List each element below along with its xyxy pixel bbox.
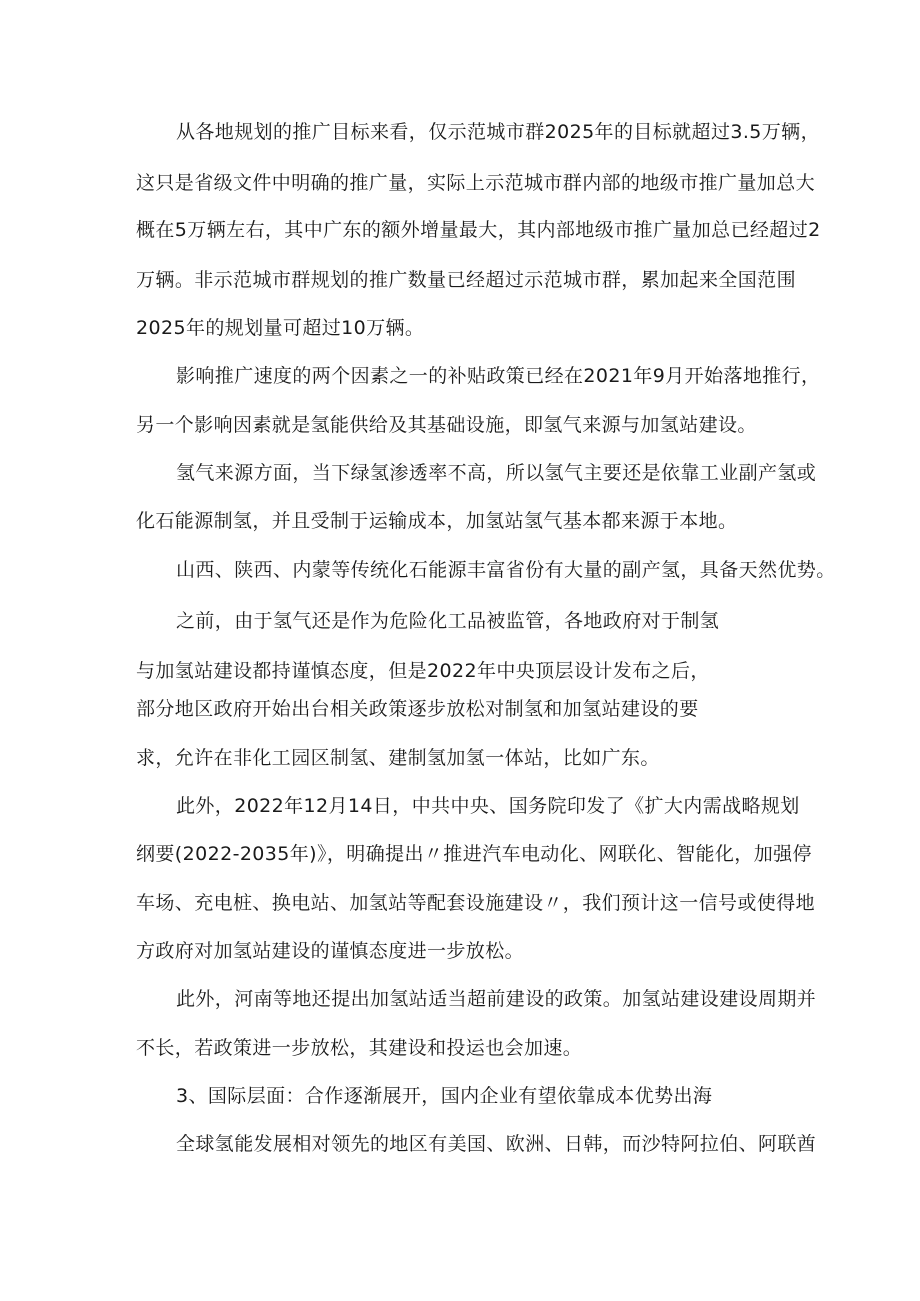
- text-line: 之前，由于氢气还是作为危险化工品被监管，各地政府对于制氢: [176, 610, 720, 632]
- text-line: 求，允许在非化工园区制氢、建制氢加氢一体站，比如广东。: [136, 747, 660, 769]
- text-line: 山西、陕西、内蒙等传统化石能源丰富省份有大量的副产氢，具备天然优势。: [176, 559, 836, 581]
- text-line: 此外，河南等地还提出加氢站适当超前建设的政策。加氢站建设建设周期并: [176, 988, 817, 1010]
- text-line: 方政府对加氢站建设的谨慎态度进一步放松。: [136, 940, 525, 962]
- text-line: 2025年的规划量可超过10万辆。: [136, 317, 425, 339]
- text-line: 车场、充电桩、换电站、加氢站等配套设施建设〃，我们预计这一信号或使得地: [136, 892, 816, 914]
- text-line: 从各地规划的推广目标来看，仅示范城市群2025年的目标就超过3.5万辆，: [176, 121, 820, 143]
- text-line: 万辆。非示范城市群规划的推广数量已经超过示范城市群，累加起来全国范围: [136, 269, 796, 291]
- text-line: 部分地区政府开始出台相关政策逐步放松对制氢和加氢站建设的要: [136, 698, 699, 720]
- text-line: 化石能源制氢，并且受制于运输成本，加氢站氢气基本都来源于本地。: [136, 510, 738, 532]
- section-heading: 3、国际层面：合作逐渐展开，国内企业有望依靠成本优势出海: [176, 1085, 713, 1107]
- text-line: 影响推广速度的两个因素之一的补贴政策已经在2021年9月开始落地推行，: [176, 365, 821, 387]
- text-line: 此外，2022年12月14日，中共中央、国务院印发了《扩大内需战略规划: [176, 795, 800, 817]
- text-line: 与加氢站建设都持谨慎态度，但是2022年中央顶层设计发布之后，: [136, 660, 710, 682]
- text-line: 不长，若政策进一步放松，其建设和投运也会加速。: [136, 1037, 583, 1059]
- text-line: 氢气来源方面，当下绿氢渗透率不高，所以氢气主要还是依靠工业副产氢或: [176, 462, 817, 484]
- text-line: 这只是省级文件中明确的推广量，实际上示范城市群内部的地级市推广量加总大: [136, 172, 816, 194]
- text-line: 另一个影响因素就是氢能供给及其基础设施，即氢气来源与加氢站建设。: [136, 414, 757, 436]
- text-line: 纲要(2022-2035年)》，明确提出〃推进汽车电动化、网联化、智能化，加强停: [136, 843, 812, 865]
- text-line: 概在5万辆左右，其中广东的额外增量最大，其内部地级市推广量加总已经超过2: [136, 219, 821, 241]
- text-line: 全球氢能发展相对领先的地区有美国、欧洲、日韩，而沙特阿拉伯、阿联酋: [176, 1133, 817, 1155]
